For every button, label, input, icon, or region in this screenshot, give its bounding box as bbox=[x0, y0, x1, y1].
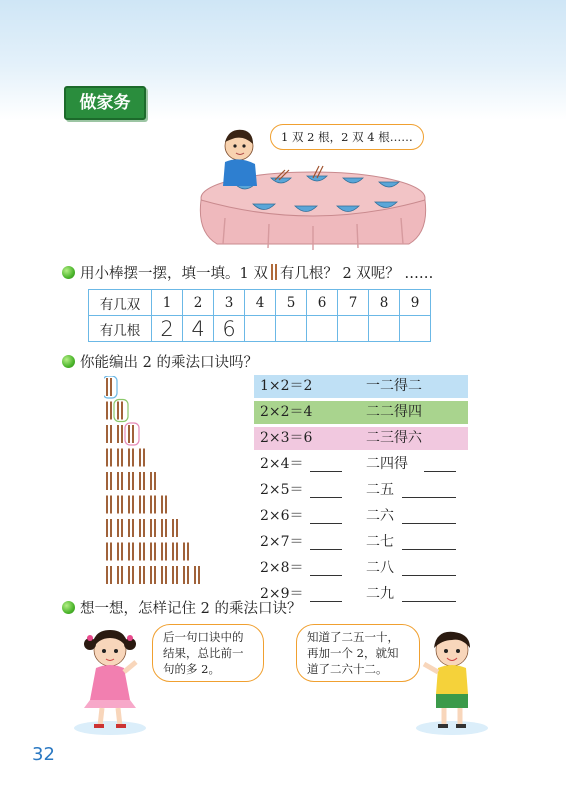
stick bbox=[106, 402, 108, 420]
stick bbox=[110, 519, 112, 537]
section-title: 做家务 bbox=[64, 86, 146, 120]
multiplication-row bbox=[254, 557, 468, 580]
question-1: 用小棒摆一摆，填一填。1 双 有几根？ 2 双呢？ …… bbox=[62, 262, 433, 283]
stick bbox=[117, 543, 119, 561]
stick bbox=[110, 543, 112, 561]
stick bbox=[150, 472, 152, 490]
stick bbox=[143, 472, 145, 490]
stick bbox=[128, 519, 130, 537]
stick bbox=[154, 543, 156, 561]
stick bbox=[128, 425, 130, 443]
equation: 2×7＝ bbox=[260, 534, 304, 550]
stick bbox=[165, 566, 167, 584]
stick bbox=[143, 449, 145, 467]
stick bbox=[121, 449, 123, 467]
row-header-sticks: 有几根 bbox=[89, 316, 152, 342]
stick bbox=[110, 566, 112, 584]
stick bbox=[121, 496, 123, 514]
stick bbox=[117, 566, 119, 584]
stick bbox=[106, 425, 108, 443]
stick bbox=[128, 449, 130, 467]
stick bbox=[132, 449, 134, 467]
equation: 2×5＝ bbox=[260, 482, 304, 498]
stick bbox=[110, 449, 112, 467]
stick bbox=[165, 519, 167, 537]
stick bbox=[139, 566, 141, 584]
stick bbox=[110, 402, 112, 420]
stick bbox=[128, 566, 130, 584]
multiplication-row bbox=[254, 479, 468, 502]
answer-blank[interactable] bbox=[310, 533, 342, 550]
stick bbox=[150, 496, 152, 514]
stick bbox=[121, 425, 123, 443]
equation: 2×6＝ bbox=[260, 508, 304, 524]
stick bbox=[128, 543, 130, 561]
answer-blank[interactable] bbox=[310, 481, 342, 498]
chant: 二五 bbox=[366, 482, 394, 498]
chant-blank[interactable] bbox=[402, 533, 456, 550]
stick bbox=[161, 496, 163, 514]
stick bbox=[172, 566, 174, 584]
equation: 2×4＝ bbox=[260, 456, 304, 472]
stick bbox=[176, 519, 178, 537]
sticks-cell: 4 bbox=[183, 316, 214, 342]
girl-illustration bbox=[70, 624, 150, 736]
boy-speech-bubble: 知道了二五一十， 再加一个 2，就知 道了二六十二。 bbox=[296, 624, 420, 682]
chant-blank[interactable] bbox=[424, 455, 456, 472]
stick bbox=[121, 402, 123, 420]
stick bbox=[132, 519, 134, 537]
stick bbox=[172, 543, 174, 561]
chant-blank[interactable] bbox=[402, 559, 456, 576]
sticks-cell bbox=[245, 316, 276, 342]
sticks-cell bbox=[307, 316, 338, 342]
stick bbox=[117, 496, 119, 514]
stick bbox=[110, 496, 112, 514]
stick bbox=[150, 566, 152, 584]
stick bbox=[132, 566, 134, 584]
equation: 2×8＝ bbox=[260, 560, 304, 576]
stick bbox=[106, 566, 108, 584]
answer-blank[interactable] bbox=[310, 585, 342, 602]
pairs-row bbox=[89, 290, 431, 316]
sticks-cell bbox=[400, 316, 431, 342]
stick bbox=[117, 402, 119, 420]
stick bbox=[183, 543, 185, 561]
answer-blank[interactable] bbox=[310, 455, 342, 472]
row-header-pairs: 有几双 bbox=[89, 290, 152, 316]
stick bbox=[106, 496, 108, 514]
sticks-cell bbox=[338, 316, 369, 342]
stick bbox=[176, 543, 178, 561]
chopsticks-pair-icon bbox=[270, 264, 278, 280]
stick bbox=[121, 519, 123, 537]
pairs-cell: 7 bbox=[338, 290, 369, 316]
chant: 二四得 bbox=[366, 456, 408, 472]
stick bbox=[132, 472, 134, 490]
stick bbox=[132, 543, 134, 561]
stick bbox=[187, 566, 189, 584]
stick bbox=[132, 496, 134, 514]
stick bbox=[106, 449, 108, 467]
stick bbox=[172, 519, 174, 537]
stick bbox=[117, 519, 119, 537]
girl-speech-bubble: 后一句口诀中的 结果，总比前一 句的多 2。 bbox=[152, 624, 264, 682]
page-number: 32 bbox=[32, 744, 55, 765]
stick bbox=[139, 519, 141, 537]
equation: 1×2＝2 bbox=[260, 378, 313, 394]
sticks-cell: 6 bbox=[214, 316, 245, 342]
sticks-cell bbox=[276, 316, 307, 342]
stick bbox=[117, 472, 119, 490]
chant-blank[interactable] bbox=[402, 585, 456, 602]
stick bbox=[150, 519, 152, 537]
stick bbox=[154, 472, 156, 490]
stick bbox=[154, 519, 156, 537]
stick bbox=[117, 449, 119, 467]
stick bbox=[143, 496, 145, 514]
stick bbox=[165, 496, 167, 514]
stick bbox=[161, 566, 163, 584]
question-2: 你能编出 2 的乘法口诀吗？ bbox=[62, 351, 258, 372]
pairs-cell: 3 bbox=[214, 290, 245, 316]
pairs-cell: 1 bbox=[152, 290, 183, 316]
stick bbox=[139, 472, 141, 490]
stick bbox=[106, 472, 108, 490]
stick-staircase-illustration bbox=[104, 376, 214, 586]
stick bbox=[121, 543, 123, 561]
equation: 2×9＝ bbox=[260, 586, 304, 602]
stick bbox=[150, 543, 152, 561]
chant: 二六 bbox=[366, 508, 394, 524]
answer-blank[interactable] bbox=[310, 507, 342, 524]
chant-blank[interactable] bbox=[402, 481, 456, 498]
stick bbox=[143, 543, 145, 561]
stick bbox=[139, 543, 141, 561]
stick bbox=[183, 566, 185, 584]
pairs-cell: 2 bbox=[183, 290, 214, 316]
green-bullet-icon bbox=[62, 355, 75, 368]
stick bbox=[117, 425, 119, 443]
multiplication-row bbox=[254, 375, 468, 398]
pairs-cell: 6 bbox=[307, 290, 338, 316]
answer-blank[interactable] bbox=[310, 559, 342, 576]
stick bbox=[106, 519, 108, 537]
chant: 二九 bbox=[366, 586, 394, 602]
multiplication-row bbox=[254, 531, 468, 554]
chant: 二二得四 bbox=[366, 404, 422, 420]
stick bbox=[132, 425, 134, 443]
multiplication-row bbox=[254, 505, 468, 528]
equation: 2×2＝4 bbox=[260, 404, 313, 420]
stick bbox=[106, 378, 108, 396]
multiplication-row bbox=[254, 453, 468, 476]
pairs-cell: 9 bbox=[400, 290, 431, 316]
multiplication-chant-table bbox=[254, 375, 468, 609]
chant: 二三得六 bbox=[366, 430, 422, 446]
stick bbox=[194, 566, 196, 584]
chant-blank[interactable] bbox=[402, 507, 456, 524]
stick bbox=[165, 543, 167, 561]
stick bbox=[139, 449, 141, 467]
stick bbox=[143, 566, 145, 584]
pairs-sticks-table bbox=[88, 289, 431, 342]
stick bbox=[128, 496, 130, 514]
stick bbox=[121, 472, 123, 490]
stick bbox=[139, 496, 141, 514]
chant: 二七 bbox=[366, 534, 394, 550]
multiplication-row bbox=[254, 427, 468, 450]
sticks-row bbox=[89, 316, 431, 342]
stick bbox=[187, 543, 189, 561]
stick bbox=[154, 496, 156, 514]
stick bbox=[110, 378, 112, 396]
chant: 一二得二 bbox=[366, 378, 422, 394]
scene-speech-bubble: 1 双 2 根，2 双 4 根…… bbox=[270, 124, 424, 150]
sticks-cell bbox=[369, 316, 400, 342]
stick bbox=[106, 543, 108, 561]
stick bbox=[161, 519, 163, 537]
stick bbox=[198, 566, 200, 584]
pairs-cell: 8 bbox=[369, 290, 400, 316]
stick bbox=[110, 425, 112, 443]
stick bbox=[161, 543, 163, 561]
stick bbox=[110, 472, 112, 490]
pairs-cell: 5 bbox=[276, 290, 307, 316]
multiplication-row bbox=[254, 401, 468, 424]
stick bbox=[154, 566, 156, 584]
sticks-cell: 2 bbox=[152, 316, 183, 342]
stick bbox=[176, 566, 178, 584]
equation: 2×3＝6 bbox=[260, 430, 313, 446]
green-bullet-icon bbox=[62, 266, 75, 279]
pairs-cell: 4 bbox=[245, 290, 276, 316]
green-bullet-icon bbox=[62, 601, 75, 614]
stick bbox=[143, 519, 145, 537]
stick bbox=[128, 472, 130, 490]
stick bbox=[121, 566, 123, 584]
question-3: 想一想，怎样记住 2 的乘法口诀？ bbox=[62, 597, 301, 618]
chant: 二八 bbox=[366, 560, 394, 576]
boy-illustration bbox=[412, 624, 492, 736]
